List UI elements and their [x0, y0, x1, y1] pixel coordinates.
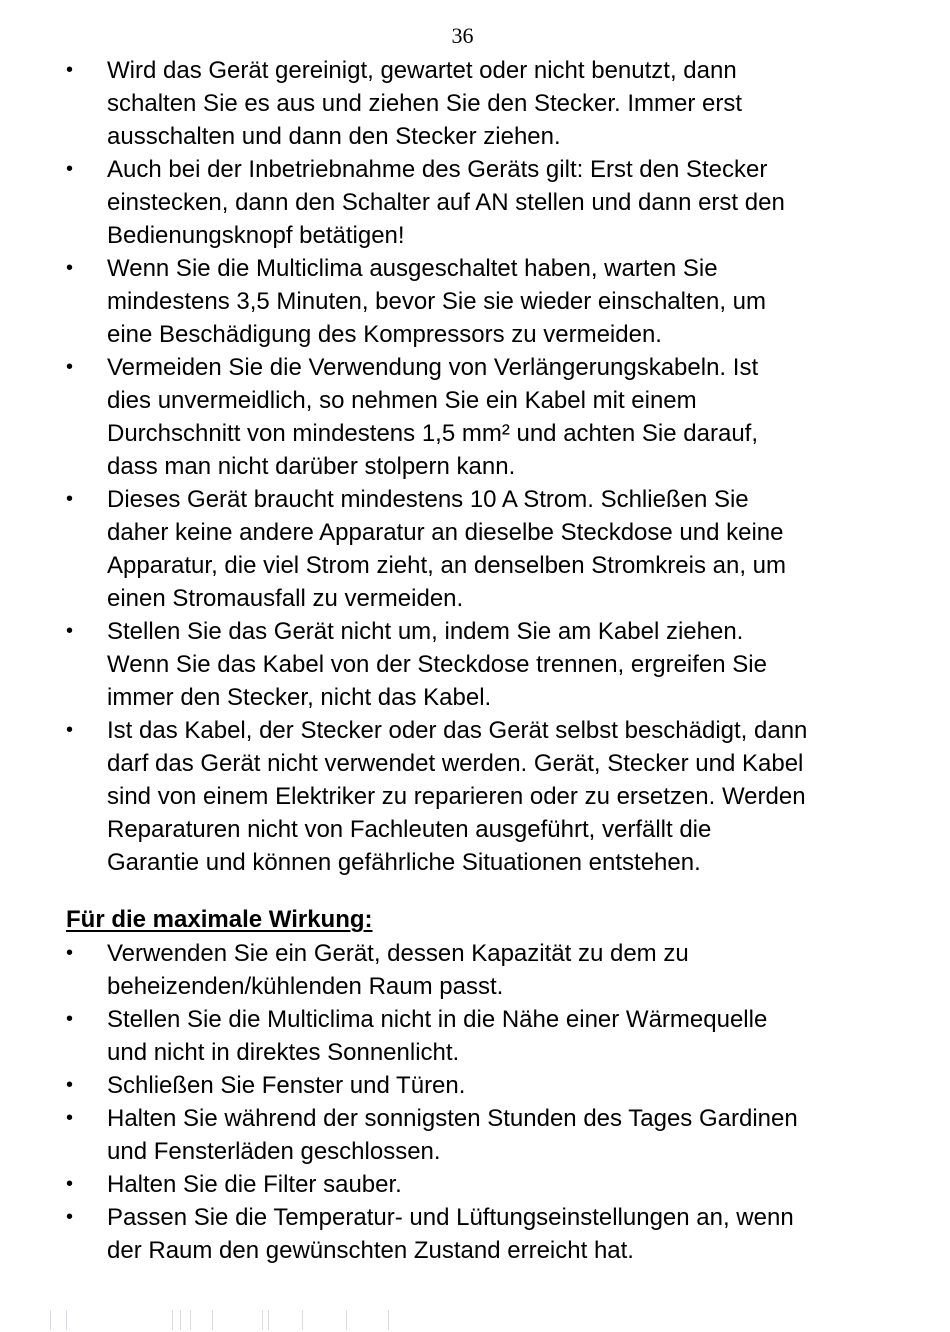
scan-artifact-marks: [0, 1306, 950, 1332]
list-item-line: darf das Gerät nicht verwendet werden. Gerät, Stecker und Kabel: [107, 750, 804, 777]
bullet-icon: •: [66, 1206, 74, 1228]
list-item-line: Durchschnitt von mindestens 1,5 mm² und achten Sie darauf,: [107, 420, 758, 447]
bullet-icon: •: [66, 1107, 74, 1129]
list-item: [0, 1201, 900, 1267]
list-item-line: beheizenden/kühlenden Raum passt.: [107, 973, 504, 1000]
list-item-line: einen Stromausfall zu vermeiden.: [107, 585, 464, 612]
bullet-icon: •: [66, 488, 74, 510]
list-item-line: Schließen Sie Fenster und Türen.: [107, 1072, 466, 1099]
list-item: [0, 153, 900, 252]
list-item-line: schalten Sie es aus und ziehen Sie den Stecker. Immer erst: [107, 90, 743, 117]
list-item: [0, 1003, 900, 1069]
list-item: [0, 351, 900, 483]
list-item-line: Ist das Kabel, der Stecker oder das Gerät selbst beschädigt, dann: [107, 717, 808, 744]
list-item-line: und nicht in direktes Sonnenlicht.: [107, 1039, 460, 1066]
list-item: [0, 54, 900, 153]
bullet-icon: •: [66, 1074, 74, 1096]
list-item-line: einstecken, dann den Schalter auf AN stellen und dann erst den: [107, 189, 785, 216]
list-item-line: Wenn Sie die Multiclima ausgeschaltet haben, warten Sie: [107, 255, 718, 282]
bullet-icon: •: [66, 719, 74, 741]
list-item-line: Wird das Gerät gereinigt, gewartet oder nicht benutzt, dann: [107, 57, 737, 84]
bullet-icon: •: [66, 620, 74, 642]
list-item-line: Bedienungsknopf betätigen!: [107, 222, 405, 249]
bullet-icon: •: [66, 356, 74, 378]
list-item: [0, 1168, 900, 1201]
list-item-line: Wenn Sie das Kabel von der Steckdose trennen, ergreifen Sie: [107, 651, 767, 678]
bullet-icon: •: [66, 1008, 74, 1030]
list-item-line: Reparaturen nicht von Fachleuten ausgeführt, verfällt die: [107, 816, 712, 843]
list-item: [0, 937, 900, 1003]
list-item-line: daher keine andere Apparatur an dieselbe Steckdose und keine: [107, 519, 784, 546]
list-item: [0, 483, 900, 615]
list-item-line: ausschalten und dann den Stecker ziehen.: [107, 123, 561, 150]
list-item-line: sind von einem Elektriker zu reparieren oder zu ersetzen. Werden: [107, 783, 806, 810]
list-item-line: Vermeiden Sie die Verwendung von Verlängerungskabeln. Ist: [107, 354, 759, 381]
list-item-line: Stellen Sie die Multiclima nicht in die Nähe einer Wärmequelle: [107, 1006, 768, 1033]
list-item-line: eine Beschädigung des Kompressors zu vermeiden.: [107, 321, 662, 348]
bullet-icon: •: [66, 59, 74, 81]
list-item-line: Dieses Gerät braucht mindestens 10 A Strom. Schließen Sie: [107, 486, 749, 513]
list-item-line: Halten Sie während der sonnigsten Stunden des Tages Gardinen: [107, 1105, 798, 1132]
list-item: [0, 714, 900, 879]
list-item-line: Apparatur, die viel Strom zieht, an denselben Stromkreis an, um: [107, 552, 787, 579]
list-item-line: mindestens 3,5 Minuten, bevor Sie sie wieder einschalten, um: [107, 288, 767, 315]
safety-instructions-list: [0, 54, 900, 879]
list-item-line: Passen Sie die Temperatur- und Lüftungseinstellungen an, wenn: [107, 1204, 794, 1231]
list-item-line: Stellen Sie das Gerät nicht um, indem Sie am Kabel ziehen.: [107, 618, 744, 645]
list-item-line: dies unvermeidlich, so nehmen Sie ein Kabel mit einem: [107, 387, 697, 414]
page-number: 36: [451, 23, 474, 48]
list-item: [0, 1102, 900, 1168]
section-heading: Für die maximale Wirkung:: [66, 906, 373, 933]
efficiency-tips-list: [0, 937, 900, 1267]
list-item-line: Garantie und können gefährliche Situationen entstehen.: [107, 849, 701, 876]
bullet-icon: •: [66, 158, 74, 180]
list-item-line: der Raum den gewünschten Zustand erreicht hat.: [107, 1237, 634, 1264]
list-item: [0, 1069, 900, 1102]
list-item-line: Halten Sie die Filter sauber.: [107, 1171, 402, 1198]
list-item-line: immer den Stecker, nicht das Kabel.: [107, 684, 492, 711]
bullet-icon: •: [66, 1173, 74, 1195]
bullet-icon: •: [66, 942, 74, 964]
list-item: [0, 615, 900, 714]
list-item-line: Verwenden Sie ein Gerät, dessen Kapazität zu dem zu: [107, 940, 689, 967]
list-item: [0, 252, 900, 351]
list-item-line: Auch bei der Inbetriebnahme des Geräts gilt: Erst den Stecker: [107, 156, 768, 183]
list-item-line: dass man nicht darüber stolpern kann.: [107, 453, 516, 480]
list-item-line: und Fensterläden geschlossen.: [107, 1138, 441, 1165]
bullet-icon: •: [66, 257, 74, 279]
